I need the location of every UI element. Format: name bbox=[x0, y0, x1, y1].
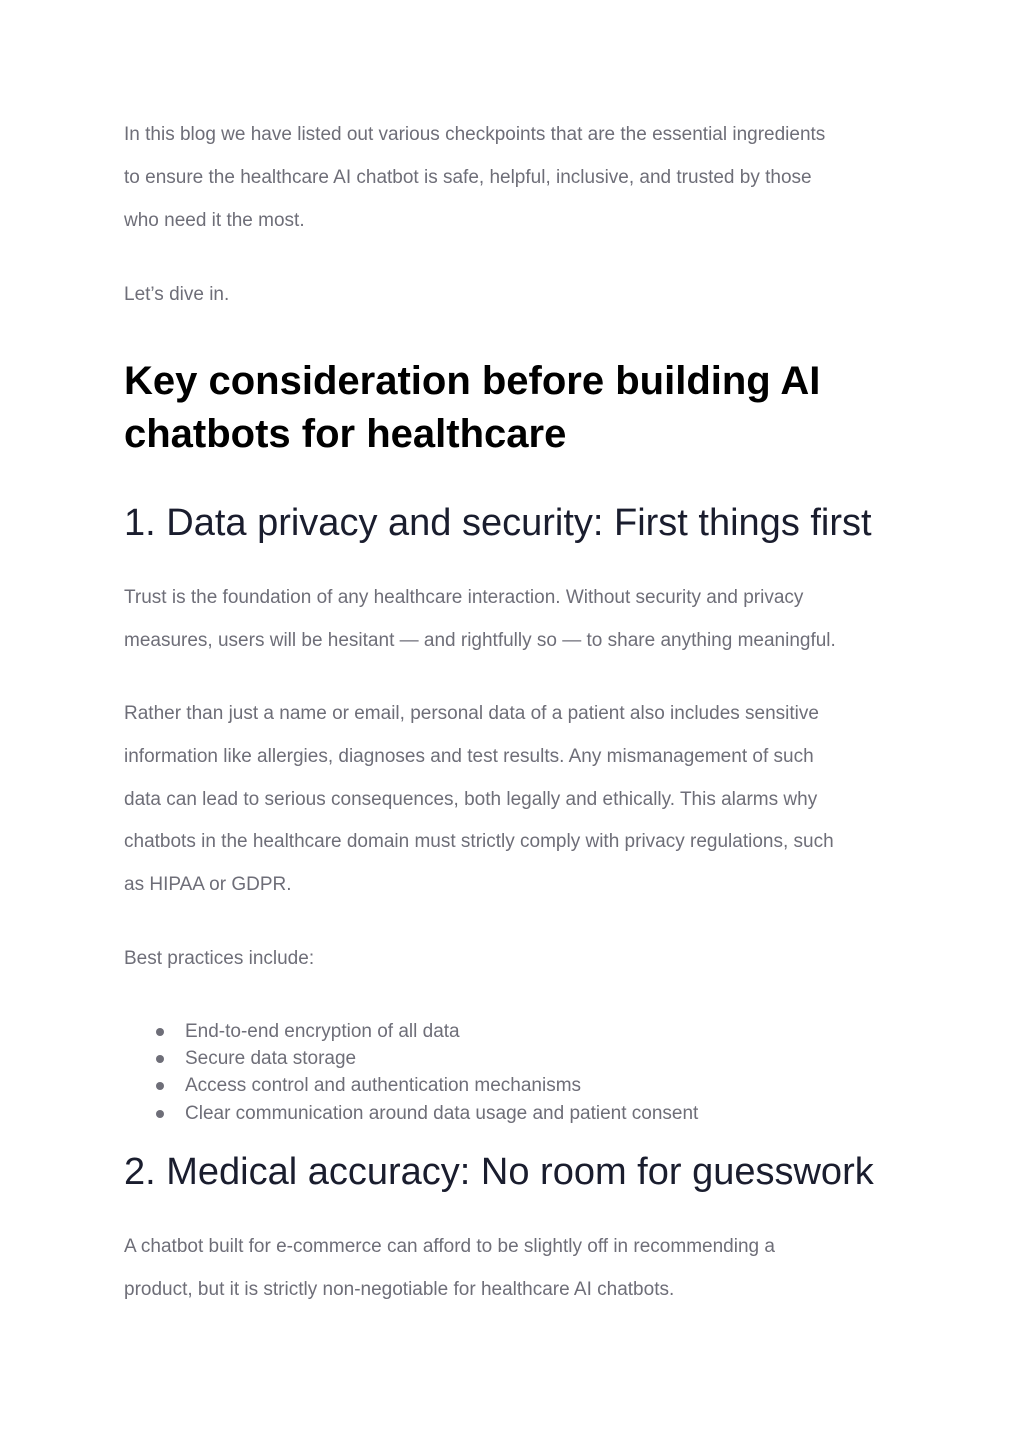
bullet-icon bbox=[156, 1028, 164, 1036]
main-heading-line: chatbots for healthcare bbox=[124, 412, 567, 456]
list-item bbox=[124, 1018, 698, 1045]
paragraph-line: measures, users will be hesitant — and rightfully so — to share anything meaningful. bbox=[124, 629, 836, 651]
intro-line: to ensure the healthcare AI chatbot is safe, helpful, inclusive, and trusted by those bbox=[124, 166, 812, 188]
section-1-paragraph-2 bbox=[124, 693, 914, 907]
list-item-text: Clear communication around data usage and patient consent bbox=[185, 1102, 699, 1124]
dive-in-text: Let’s dive in. bbox=[124, 284, 230, 305]
section-1-heading: 1. Data privacy and security: First things first bbox=[124, 502, 872, 544]
section-2-paragraph-1 bbox=[124, 1226, 914, 1312]
paragraph-line: chatbots in the healthcare domain must strictly comply with privacy regulations, such bbox=[124, 831, 834, 853]
section-1-paragraph-1 bbox=[124, 577, 914, 663]
intro-paragraph bbox=[124, 114, 914, 242]
main-heading-line: Key consideration before building AI bbox=[124, 359, 821, 403]
paragraph-line: Rather than just a name or email, personal data of a patient also includes sensitive bbox=[124, 703, 819, 724]
paragraph-line: A chatbot built for e-commerce can afford to be slightly off in recommending a bbox=[124, 1236, 775, 1257]
intro-line: who need it the most. bbox=[124, 209, 305, 231]
best-practices-label: Best practices include: bbox=[124, 948, 315, 969]
list-item-text: End-to-end encryption of all data bbox=[185, 1021, 460, 1042]
paragraph-line: Trust is the foundation of any healthcare interaction. Without security and privacy bbox=[124, 587, 804, 608]
paragraph-line: information like allergies, diagnoses and test results. Any mismanagement of such bbox=[124, 745, 814, 767]
section-2-heading: 2. Medical accuracy: No room for guesswork bbox=[124, 1151, 874, 1193]
bullet-icon bbox=[156, 1082, 164, 1090]
bullet-icon bbox=[156, 1055, 164, 1063]
list-item bbox=[124, 1100, 698, 1127]
list-item-text: Access control and authentication mechanisms bbox=[185, 1075, 582, 1097]
list-item bbox=[124, 1072, 698, 1099]
bullet-icon bbox=[156, 1110, 164, 1118]
paragraph-line: data can lead to serious consequences, both legally and ethically. This alarms why bbox=[124, 788, 818, 810]
paragraph-line: product, but it is strictly non-negotiable for healthcare AI chatbots. bbox=[124, 1278, 675, 1300]
intro-line: In this blog we have listed out various checkpoints that are the essential ingredients bbox=[124, 124, 826, 145]
main-heading bbox=[124, 355, 914, 461]
list-item-text: Secure data storage bbox=[185, 1048, 357, 1070]
paragraph-line: as HIPAA or GDPR. bbox=[124, 874, 292, 896]
best-practices-list bbox=[124, 1018, 698, 1127]
list-item bbox=[124, 1045, 698, 1072]
